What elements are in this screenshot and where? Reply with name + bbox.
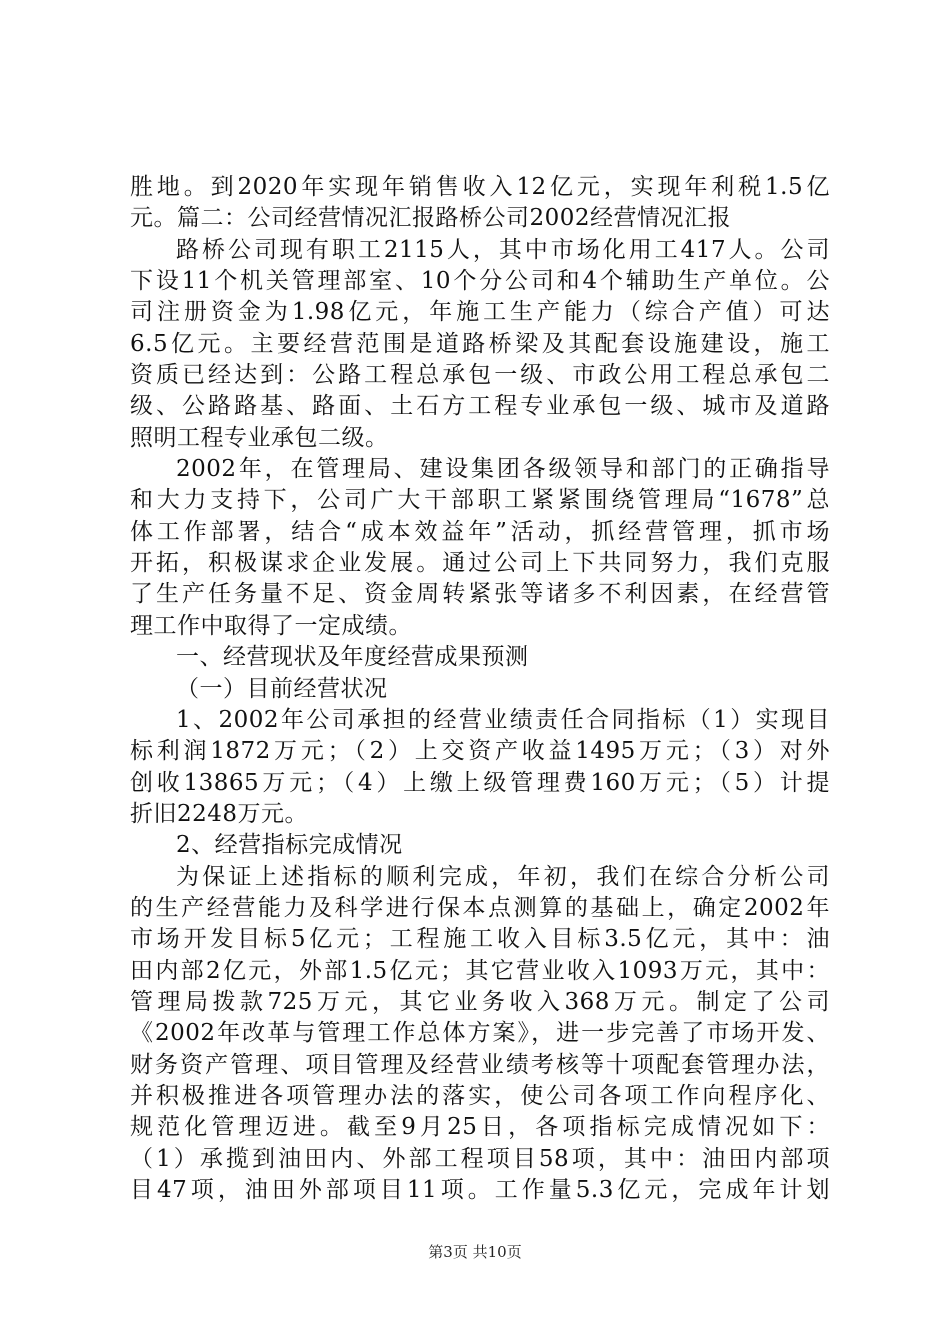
text-line: 6.5亿元。主要经营范围是道路桥梁及其配套设施建设，施工 <box>130 330 830 357</box>
text-line: 目47项，油田外部项目11项。工作量5.3亿元，完成年计划 <box>130 1177 830 1203</box>
text-line: 1、2002年公司承担的经营业绩责任合同指标（1）实现目 <box>176 706 830 733</box>
text-line: 级、公路路基、路面、土石方工程专业承包一级、城市及道路 <box>130 393 830 420</box>
text-line: 胜地。到2020年实现年销售收入12亿元，实现年利税1.5亿 <box>130 174 830 200</box>
text-line: 资质已经达到：公路工程总承包一级、市政公用工程总承包二 <box>130 362 830 389</box>
text-line: 元。篇二：公司经营情况汇报路桥公司2002经营情况汇报 <box>130 205 732 232</box>
document-body <box>130 172 830 1206</box>
text-line: 照明工程专业承包二级。 <box>130 424 389 451</box>
text-line: 下设11个机关管理部室、10个分公司和4个辅助生产单位。公 <box>130 268 830 295</box>
text-line: 理工作中取得了一定成绩。 <box>130 612 412 639</box>
text-line: 财务资产管理、项目管理及经营业绩考核等十项配套管理办法， <box>130 1051 830 1078</box>
text-line: （一）目前经营状况 <box>176 675 388 702</box>
text-line: 2002年，在管理局、建设集团各级领导和部门的正确指导 <box>176 456 830 483</box>
text-line: 司注册资金为1.98亿元，年施工生产能力（综合产值）可达 <box>130 299 830 326</box>
text-line: 管理局拨款725万元，其它业务收入368万元。制定了公司 <box>130 988 830 1015</box>
text-line: 和大力支持下，公司广大干部职工紧紧围绕管理局“1678”总 <box>130 487 830 514</box>
text-line: 开拓，积极谋求企业发展。通过公司上下共同努力，我们克服 <box>130 550 830 577</box>
text-line: 创收13865万元；（4）上缴上级管理费160万元；（5）计提 <box>130 769 830 796</box>
text-line: 标利润1872万元；（2）上交资产收益1495万元；（3）对外 <box>130 738 830 765</box>
text-line: 《2002年改革与管理工作总体方案》，进一步完善了市场开发、 <box>130 1020 830 1047</box>
text-line: 了生产任务量不足、资金周转紧张等诸多不利因素，在经营管 <box>130 581 830 608</box>
text-line: 规范化管理迈进。截至9月25日，各项指标完成情况如下： <box>130 1114 830 1141</box>
text-line: 体工作部署，结合“成本效益年”活动，抓经营管理，抓市场 <box>130 518 830 545</box>
text-line: 路桥公司现有职工2115人，其中市场化用工417人。公司 <box>176 236 830 263</box>
text-line: 并积极推进各项管理办法的落实，使公司各项工作向程序化、 <box>130 1082 830 1109</box>
text-line: （1）承揽到油田内、外部工程项目58项，其中：油田内部项 <box>130 1145 830 1172</box>
text-line: 折旧2248万元。 <box>130 800 309 827</box>
text-line: 市场开发目标5亿元；工程施工收入目标3.5亿元，其中：油 <box>130 926 830 953</box>
text-line: 一、经营现状及年度经营成果预测 <box>176 644 529 671</box>
text-line: 田内部2亿元，外部1.5亿元；其它营业收入1093万元，其中： <box>130 957 830 984</box>
text-line: 2、经营指标完成情况 <box>176 832 403 859</box>
page-footer: 第3页 共10页 <box>428 1243 522 1261</box>
text-line: 为保证上述指标的顺利完成，年初，我们在综合分析公司 <box>176 863 830 890</box>
text-line: 的生产经营能力及科学进行保本点测算的基础上，确定2002年 <box>130 894 830 921</box>
